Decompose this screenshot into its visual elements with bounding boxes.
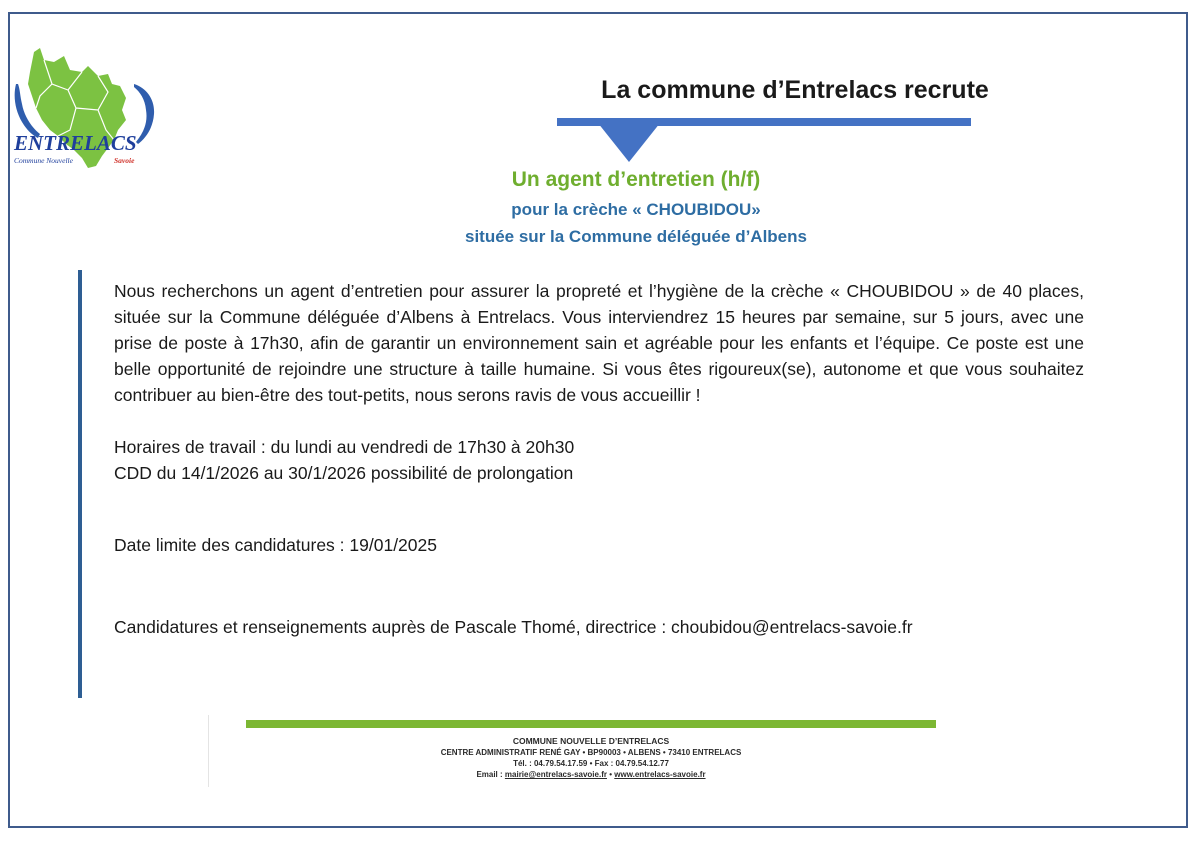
page-title: La commune d’Entrelacs recrute xyxy=(601,76,989,104)
contact-line: Candidatures et renseignements auprès de Pascale Thomé, directrice : choubidou@entrelacs-savoie.fr xyxy=(114,617,913,637)
footer xyxy=(246,736,936,780)
title-arrow-icon xyxy=(594,118,664,163)
working-hours: Horaires de travail : du lundi au vendredi de 17h30 à 20h30 xyxy=(114,437,575,457)
logo-tagline: Commune Nouvelle xyxy=(14,156,73,165)
intro-paragraph: Nous recherchons un agent d’entretien pour assurer la propreté et l’hygiène de la crèche « CHOUBIDOU » de 40 places, située sur la Commune déléguée d’Albens à Entrelacs. Vous interviendrez 15 heures par semaine, sur 5 jours, avec une prise de poste à 17h30, afin de garantir un environnement sain et agréable pour les enfants et l’équipe. Ce poste est une belle opportunité de rejoindre une structure à taille humaine. Si vous êtes rigoureux(se), autonome et que vous souhaitez contribuer au bien-être des tout-petits, nous serons ravis de vous accueillir ! xyxy=(114,281,1084,405)
footer-email-link[interactable]: mairie@entrelacs-savoie.fr xyxy=(504,770,607,779)
footer-address: CENTRE ADMINISTRATIF RENÉ GAY • BP90003 • ALBENS • 73410 ENTRELACS xyxy=(440,748,742,757)
job-place: pour la crèche « CHOUBIDOU» xyxy=(511,200,761,219)
footer-accent-bar xyxy=(246,720,936,728)
logo-region: Savoie xyxy=(114,156,135,165)
job-title: Un agent d’entretien (h/f) xyxy=(511,168,761,191)
application-deadline: Date limite des candidatures : 19/01/2025 xyxy=(114,535,437,555)
footer-email-label: Email : xyxy=(476,770,503,779)
logo-wordmark: ENTRELACS xyxy=(14,131,137,155)
entrelacs-logo xyxy=(10,44,162,174)
content-side-rule xyxy=(78,270,82,698)
footer-divider xyxy=(208,715,209,787)
job-location: située sur la Commune déléguée d’Albens xyxy=(465,227,807,246)
job-description xyxy=(114,278,1084,640)
footer-contact-line xyxy=(246,769,936,780)
footer-org: COMMUNE NOUVELLE D’ENTRELACS xyxy=(512,736,670,746)
footer-phone: Tél. : 04.79.54.17.59 • Fax : 04.79.54.12.77 xyxy=(513,759,669,768)
footer-website-link[interactable]: www.entrelacs-savoie.fr xyxy=(614,770,706,779)
contract-dates: CDD du 14/1/2026 au 30/1/2026 possibilité de prolongation xyxy=(114,463,574,483)
footer-separator: • xyxy=(609,770,613,779)
